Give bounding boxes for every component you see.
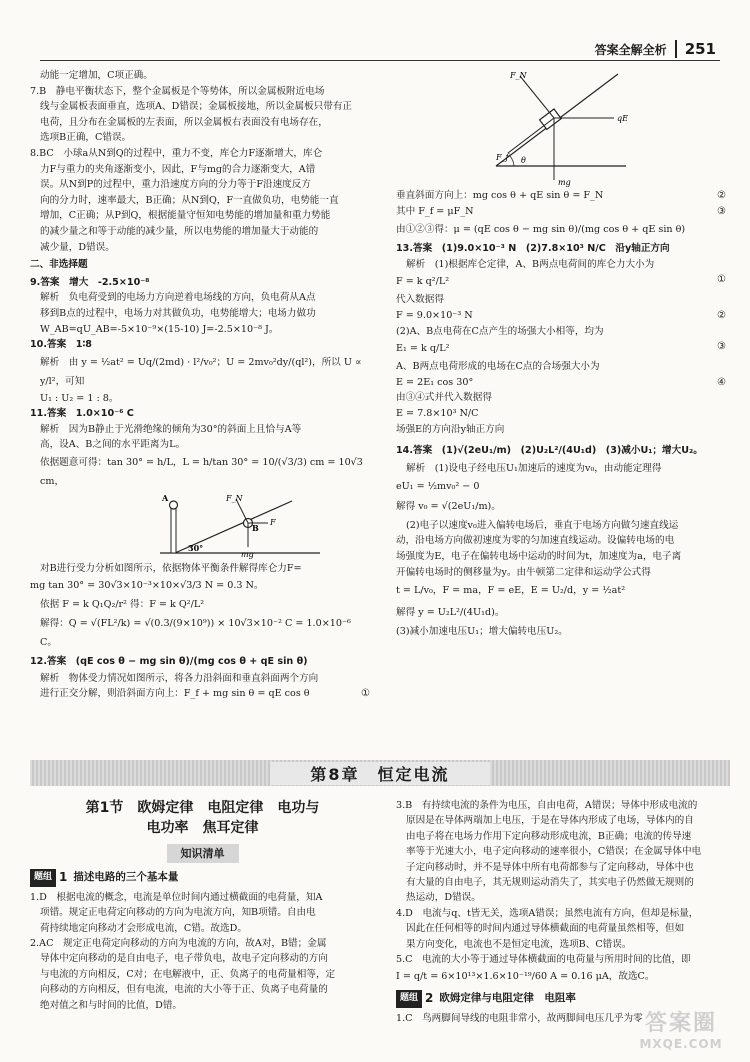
text-line: t = L/v₀，F = ma，F = eE，E = U₂/d，y = ½at² bbox=[396, 585, 626, 597]
answer-11-cont bbox=[30, 561, 370, 652]
text-line: 解析 负电荷受到的电场力方向逆着电场线的方向，负电荷从A点 bbox=[40, 292, 316, 304]
support-pole bbox=[171, 507, 176, 553]
text-line: 率等于光速大小，电子定向移动的速率很小，C错误；在金属导体中电 bbox=[406, 846, 702, 858]
text-line: 由电子将在电场力作用下定向移动形成电流，B正确；电流的传导速 bbox=[406, 830, 692, 842]
group-heading-1 bbox=[30, 869, 375, 886]
text-line: 果方向变化，电流也不是恒定电流，选项B、C错误。 bbox=[406, 938, 632, 950]
text-line: 向的分力时，速率最大，B正确；从N到Q，F一直做负功，电势能一直 bbox=[40, 194, 339, 206]
friction-arrow bbox=[508, 118, 554, 153]
text-line: 解得 y = U₂L²/(4U₁d)。 bbox=[396, 607, 505, 619]
text-line: E = 2E₁ cos 30° bbox=[396, 376, 474, 388]
text-line: 依据 F = k Q₁Q₂/r² 得：F = k Q²/L² bbox=[40, 598, 205, 610]
text-line: 12.答案 (qE cos θ − mg sin θ)/(mg cos θ + qE sin θ) bbox=[30, 655, 308, 667]
header-rule bbox=[40, 60, 720, 61]
text-line: 电荷，且分布在金属板的左表面，所以金属板右表面没有电场存在， bbox=[40, 116, 328, 128]
text-line: I = q/t = 6×10¹³×1.6×10⁻¹⁹/60 A = 0.16 μA，故选C。 bbox=[396, 971, 655, 983]
text-line: 热运动，D错误。 bbox=[406, 892, 481, 904]
text-line: 向移动的方向相反，但有电流，电流的大小等于正、负离子电荷量的 bbox=[40, 984, 328, 996]
text-line: 2.AC 规定正电荷定向移动的方向为电流的方向，故A对，B错；金属 bbox=[30, 938, 327, 950]
text-line: 3.B 有持续电流的条件为电压，自由电荷，A错误；导体中形成电流的 bbox=[396, 800, 698, 811]
bottom-left-column bbox=[30, 798, 375, 1013]
text-line: 进行正交分解，则沿斜面方向上：F_f + mg sin θ = qE cos θ bbox=[40, 688, 310, 700]
text-line: 13.答案 (1)9.0×10⁻³ N (2)7.8×10³ N/C 沿y轴正方向 bbox=[396, 243, 670, 255]
text-line: 项错。规定正电荷定向移动的方向为电流方向，知B项错。自由电 bbox=[40, 907, 316, 919]
incline-force-diagram bbox=[30, 491, 370, 561]
text-line: 导体中定向移动的是自由电子，电子带负电，故电子定向移动的方向 bbox=[40, 953, 328, 965]
text-line: 其中 F_f = μF_N bbox=[396, 205, 474, 217]
text-line: E = 7.8×10³ N/C bbox=[396, 407, 479, 419]
answer-9 bbox=[30, 275, 370, 337]
answer-14 bbox=[396, 441, 726, 640]
label-ff: F_f bbox=[496, 153, 509, 162]
equation-number: ② bbox=[717, 309, 726, 321]
equation-number: ① bbox=[717, 274, 726, 286]
text-line: 高，设A、B之间的水平距离为L。 bbox=[40, 439, 186, 451]
answer-8 bbox=[30, 146, 370, 255]
label-angle: 30° bbox=[188, 543, 204, 554]
text-line: 解析 因为B静止于光滑绝缘的倾角为30°的斜面上且恰与A等 bbox=[40, 423, 302, 435]
text-line: 10.答案 1∶8 bbox=[30, 339, 92, 351]
label-b: B bbox=[252, 523, 259, 534]
text-line: 线与金属板表面垂直，选项A、D错误；金属板接地，所以金属板只带有正 bbox=[40, 101, 353, 113]
label-f: F bbox=[270, 518, 276, 528]
text-line: 解析 由 y = ½at² = Uq/(2md) · l²/v₀²；U = 2mv₀²dy/(ql²)，所以 U ∝ y/l²，可知 bbox=[40, 356, 362, 387]
watermark-url: MXQE.COM bbox=[639, 1037, 723, 1051]
text-line: W_AB=qU_AB=-5×10⁻⁹×(15-10) J=-2.5×10⁻⁸ J。 bbox=[40, 323, 279, 335]
text-line: 解析 (1)根据库仑定律，A、B两点电荷间的库仑力大小为 bbox=[406, 258, 655, 270]
bottom-right-column bbox=[396, 798, 726, 1026]
page-number: 251 bbox=[675, 40, 716, 58]
text-line: mg tan 30° = 30√3×10⁻³×10×√3/3 N = 0.3 N。 bbox=[30, 579, 264, 591]
group-title: 欧姆定律与电阻定律 电阻率 bbox=[439, 992, 576, 1005]
text-line: 解得 v₀ = √(2eU₁/m)。 bbox=[396, 500, 501, 512]
text-line: 减少量，D错误。 bbox=[40, 241, 115, 253]
answer-11 bbox=[30, 406, 370, 491]
equation-number: ④ bbox=[717, 376, 726, 388]
text-line: U₁ : U₂ = 1 : 8。 bbox=[40, 392, 119, 404]
text-line: 的减少量之和等于动能的减少量，所以电势能的增加量大于动能的 bbox=[40, 225, 319, 237]
section-heading: 二、非选择题 bbox=[30, 259, 88, 271]
chapter-banner bbox=[30, 760, 730, 786]
answer-10 bbox=[30, 337, 370, 406]
text-line: 动能一定增加，C项正确。 bbox=[40, 70, 153, 81]
text-line: 解析 物体受力情况如图所示，将各力沿斜面和垂直斜面两个方向 bbox=[40, 672, 319, 684]
equation-number: ③ bbox=[717, 341, 726, 353]
text-line: 垂直斜面方向上：mg cos θ + qE sin θ = F_N bbox=[396, 190, 604, 201]
equation-number: ③ bbox=[717, 205, 726, 217]
text-line: 移到B点的过程中，电场力对其做负功，电势能增大；电场力做功 bbox=[40, 307, 316, 319]
text-line: E₁ = k q/L² bbox=[396, 343, 450, 355]
group-tag: 题组 bbox=[30, 869, 56, 886]
equation-number: ① bbox=[361, 688, 370, 700]
section-title-line2: 电功率 焦耳定律 bbox=[146, 820, 259, 836]
watermark bbox=[626, 1006, 736, 1056]
text-line: 绝对值之和与时间的比值，D错。 bbox=[40, 999, 183, 1011]
text-line: (3)减小加速电压U₁；增大偏转电压U₂。 bbox=[396, 626, 568, 638]
chapter-title: 第8章 恒定电流 bbox=[270, 762, 489, 785]
right-column bbox=[396, 68, 726, 640]
text-line: (2)电子以速度v₀进入偏转电场后，垂直于电场方向做匀速直线运 bbox=[406, 519, 679, 531]
incline-qe-diagram bbox=[396, 68, 726, 188]
text-line: 解析 (1)设电子经电压U₁加速后的速度为v₀，由动能定理得 bbox=[406, 463, 662, 475]
answer-13 bbox=[396, 241, 726, 437]
text-line: 误。从N到P的过程中，重力沿速度方向的分力等于F沿速度反方 bbox=[40, 179, 311, 191]
text-line: 与电流的方向相反，C对；在电解液中，正、负离子的电荷量相等，定 bbox=[40, 968, 336, 980]
text-line: (2)A、B点电荷在C点产生的场强大小相等，均为 bbox=[396, 325, 604, 337]
charge-a bbox=[170, 501, 178, 509]
text-line: 8.BC 小球a从N到Q的过程中，重力不变，库仑力F逐渐增大，库仑 bbox=[30, 147, 323, 159]
group-title: 描述电路的三个基本量 bbox=[73, 871, 179, 884]
text-line: 1.C 鸟两脚间导线的电阻非常小，故两脚间电压几乎为零 bbox=[396, 1012, 643, 1024]
label-theta: θ bbox=[521, 156, 526, 165]
group-number: 2 bbox=[425, 991, 434, 1006]
normal-force-arrow bbox=[520, 76, 554, 118]
text-line: 解得：Q = √(FL²/k) = √(0.3/(9×10⁹)) × 10√3×10⁻² C = 1.0×10⁻⁶ C。 bbox=[40, 617, 351, 648]
group-tag: 题组 bbox=[396, 990, 422, 1007]
text-line: 动，沿电场方向做初速度为零的匀加速直线运动。设偏转电场的电 bbox=[396, 535, 675, 547]
text-line: 荷持续地定向移动才会形成电流，C错。故选D。 bbox=[40, 922, 247, 934]
text-line: 子定向移动时，并不是导体中所有电荷都参与了定向移动，导体中也 bbox=[406, 861, 694, 873]
text-line: 依据题意可得：tan 30° = h/L，L = h/tan 30° = 10/(√3/3) cm = 10√3 cm， bbox=[40, 457, 363, 488]
text-line: 14.答案 (1)√(2eU₁/m) (2)U₂L²/(4U₁d) (3)减小U₁；增大U₂。 bbox=[396, 445, 703, 457]
text-line: 有大量的自由电子，其无规则运动消失了，其实电子仍然做无规则的 bbox=[406, 877, 694, 889]
answer-12 bbox=[30, 652, 370, 702]
text-line: 7.B 静电平衡状态下，整个金属板是个等势体，所以金属板附近电场 bbox=[30, 85, 325, 97]
group-number: 1 bbox=[59, 870, 68, 885]
text-line: 由①②③得：μ = (qE cos θ − mg sin θ)/(mg cos θ + qE sin θ) bbox=[396, 224, 686, 236]
text-line: 对B进行受力分析如图所示，依据物体平衡条件解得库仑力F= bbox=[40, 563, 302, 575]
left-column bbox=[30, 68, 370, 702]
text-line: 选项B正确，C错误。 bbox=[40, 132, 132, 144]
header-section: 答案全解全析 bbox=[594, 42, 667, 57]
text-line: 11.答案 1.0×10⁻⁶ C bbox=[30, 408, 134, 420]
text-line: 1.D 根据电流的概念，电流是单位时间内通过横截面的电荷量，知A bbox=[30, 891, 323, 903]
text-line: eU₁ = ½mv₀² − 0 bbox=[396, 480, 480, 492]
answer-7 bbox=[30, 84, 370, 146]
label-fn: F_N bbox=[510, 71, 527, 80]
text-line: 场强度为E，电子在偏转电场中运动的时间为t，加速度为a，电子离 bbox=[396, 550, 682, 562]
label-a: A bbox=[162, 493, 169, 504]
text-line: 5.C 电流的大小等于通过导体横截面的电荷量与所用时间的比值，即 bbox=[396, 954, 691, 966]
text-line: 原因是在导体两端加上电压，于是在导体内形成了电场，导体内的自 bbox=[406, 815, 694, 827]
text-line: 场强E的方向沿y轴正方向 bbox=[396, 423, 505, 435]
knowledge-list-label: 知识清单 bbox=[30, 844, 375, 863]
label-mg: mg bbox=[558, 178, 571, 187]
text-line: F = k q²/L² bbox=[396, 276, 450, 288]
text-line: F = 9.0×10⁻³ N bbox=[396, 309, 473, 321]
label-mg: mg bbox=[241, 550, 254, 560]
watermark-text: 答案圈 bbox=[644, 1011, 717, 1036]
text-line: 开偏转电场时的侧移量为y。由牛顿第二定律和运动学公式得 bbox=[396, 566, 651, 578]
text-line: A、B两点电荷形成的电场在C点的合场强大小为 bbox=[396, 361, 600, 373]
text-line: 因此在任何相等的时间内通过导体横截面的电荷量虽然相等，但如 bbox=[406, 923, 685, 935]
text-line: 增加，C正确；从P到Q，根据能量守恒知电势能的增加量和重力势能 bbox=[40, 210, 331, 222]
label-fn: F_N bbox=[226, 494, 243, 504]
equation-number: ② bbox=[717, 190, 726, 201]
label-qe: qE bbox=[617, 114, 628, 123]
section-title-line1: 第1节 欧姆定律 电阻定律 电功与 bbox=[85, 800, 320, 816]
text-line: 力F与重力的夹角逐渐变小，因此，F与mg的合力逐渐变大，A错 bbox=[40, 163, 316, 175]
text-line: 由③④式并代入数据得 bbox=[396, 392, 492, 404]
text-line: 4.D 电流与q、t皆无关，选项A错误；虽然电流有方向，但却是标量， bbox=[396, 907, 699, 919]
text-line: 9.答案 增大 -2.5×10⁻⁸ bbox=[30, 276, 150, 288]
text-line: 代入数据得 bbox=[396, 294, 444, 306]
page-header bbox=[595, 38, 716, 60]
